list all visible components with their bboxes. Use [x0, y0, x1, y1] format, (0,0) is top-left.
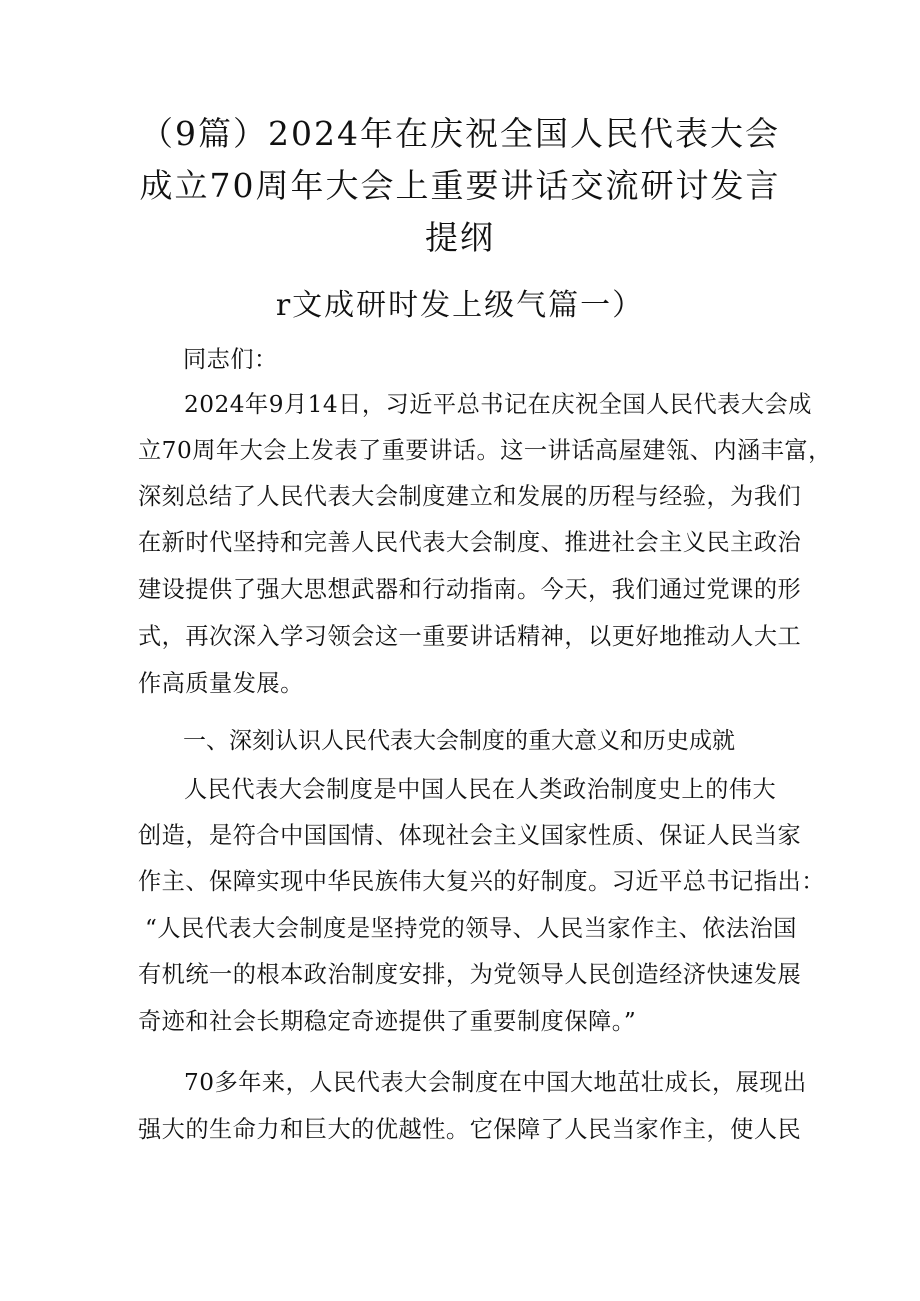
paragraph-2-line: “人民代表大会制度是坚持党的领导、人民当家作主、依法治国: [145, 915, 797, 942]
paragraph-1-line: 在新时代坚持和完善人民代表大会制度、推进社会主义民主政治: [138, 529, 802, 556]
paragraph-2-line: 作主、保障实现中华民族伟大复兴的好制度。习近平总书记指出：: [138, 868, 825, 895]
document-subtitle: r文成研时发上级气篇一）: [275, 288, 645, 323]
document-title-line-3: 提纲: [425, 218, 495, 257]
paragraph-1-line: 式，再次深入学习领会这一重要讲话精神，以更好地推动人大工: [138, 623, 802, 650]
paragraph-1-line: 作高质量发展。: [138, 670, 304, 697]
document-title-line-1: （9篇）2024年在庆祝全国人民代表大会: [140, 114, 780, 153]
paragraph-1-line: 立70周年大会上发表了重要讲话。这一讲话高屋建瓴、内涵丰富，: [138, 437, 832, 464]
paragraph-2-line: 有机统一的根本政治制度安排，为党领导人民创造经济快速发展: [138, 961, 802, 988]
paragraph-1-line: 深刻总结了人民代表大会制度建立和发展的历程与经验，为我们: [138, 483, 802, 510]
paragraph-3-line: 70多年来，人民代表大会制度在中国大地茁壮成长，展现出: [184, 1069, 807, 1096]
document-title-line-2: 成立70周年大会上重要讲话交流研讨发言: [139, 166, 781, 205]
paragraph-2-line: 奇迹和社会长期稳定奇迹提供了重要制度保障。”: [138, 1008, 637, 1035]
paragraph-2-line: 人民代表大会制度是中国人民在人类政治制度史上的伟大: [184, 776, 777, 803]
paragraph-3-line: 强大的生命力和巨大的优越性。它保障了人民当家作主，使人民: [138, 1116, 802, 1143]
paragraph-1-line: 建设提供了强大思想武器和行动指南。今天，我们通过党课的形: [138, 576, 802, 603]
salutation: 同志们：: [183, 346, 278, 373]
paragraph-1-line: 2024年9月14日，习近平总书记在庆祝全国人民代表大会成: [184, 391, 812, 418]
section-heading: 一、深刻认识人民代表大会制度的重大意义和历史成就: [183, 728, 735, 754]
paragraph-2-line: 创造，是符合中国国情、体现社会主义国家性质、保证人民当家: [138, 822, 802, 849]
